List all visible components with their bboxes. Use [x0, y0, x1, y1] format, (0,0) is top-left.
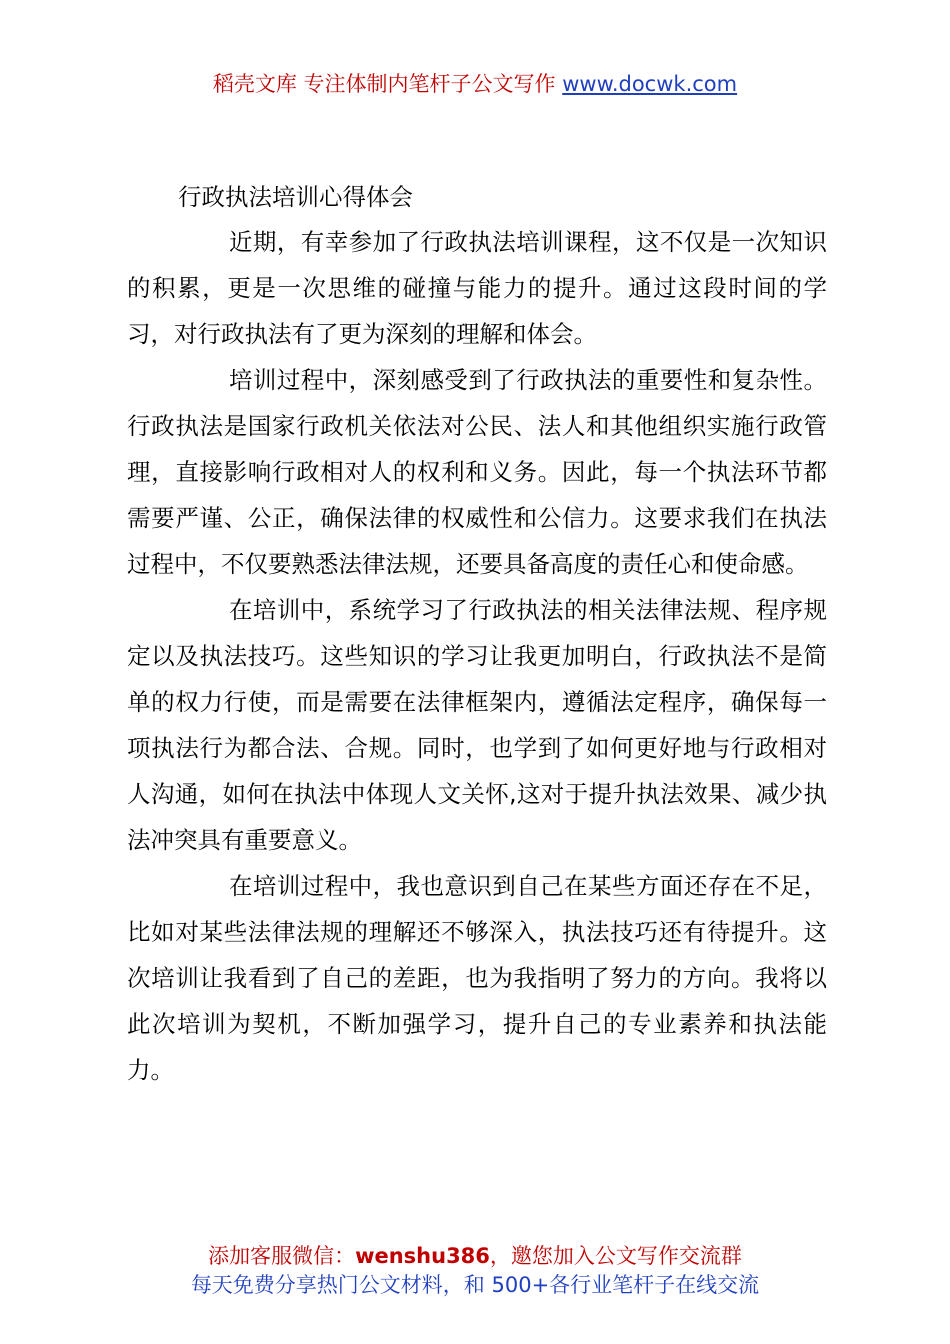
footer-promo-line: 每天免费分享热门公文材料，和 500+各行业笔杆子在线交流 — [190, 1273, 760, 1297]
paragraph-1: 近期，有幸参加了行政执法培训课程，这不仅是一次知识的积累，更是一次思维的碰撞与能力的提升。通过这段时间的学习，对行政执法有了更为深刻的理解和体会。 — [127, 228, 827, 348]
header-website-link[interactable]: www.docwk.com — [562, 72, 738, 96]
footer-wechat-suffix: ，邀您加入公文写作交流群 — [489, 1244, 742, 1268]
paragraph-2: 培训过程中，深刻感受到了行政执法的重要性和复杂性。行政执法是国家行政机关依法对公民、法人和其他组织实施行政管理，直接影响行政相对人的权利和义务。因此，每一个执法环节都需要严谨、公正，确保法律的权威性和公信力。这要求我们在执法过程中，不仅要熟悉法律法规，还要具备高度的责任心和使命感。 — [127, 366, 827, 578]
page-footer — [0, 1242, 950, 1300]
paragraph-3: 在培训中，系统学习了行政执法的相关法律法规、程序规定以及执法技巧。这些知识的学习让我更加明白，行政执法不是简单的权力行使，而是需要在法律框架内，遵循法定程序，确保每一项执法行为都合法、合规。同时，也学到了如何更好地与行政相对人沟通，如何在执法中体现人文关怀,这对于提升执法效果、减少执法冲突具有重要意义。 — [127, 596, 827, 854]
page-header — [0, 70, 950, 98]
document-body — [127, 175, 827, 1093]
footer-contact-line — [0, 1242, 950, 1271]
header-brand-text: 稻壳文库 专注体制内笔杆子公文写作 — [212, 72, 563, 96]
footer-wechat-id: wenshu386 — [355, 1244, 490, 1268]
document-title: 行政执法培训心得体会 — [178, 183, 413, 211]
footer-wechat-prefix: 添加客服微信： — [208, 1244, 356, 1268]
paragraph-4: 在培训过程中，我也意识到自己在某些方面还存在不足，比如对某些法律法规的理解还不够深入，执法技巧还有待提升。这次培训让我看到了自己的差距，也为我指明了努力的方向。我将以此次培训为契机，不断加强学习，提升自己的专业素养和执法能力。 — [127, 872, 827, 1084]
